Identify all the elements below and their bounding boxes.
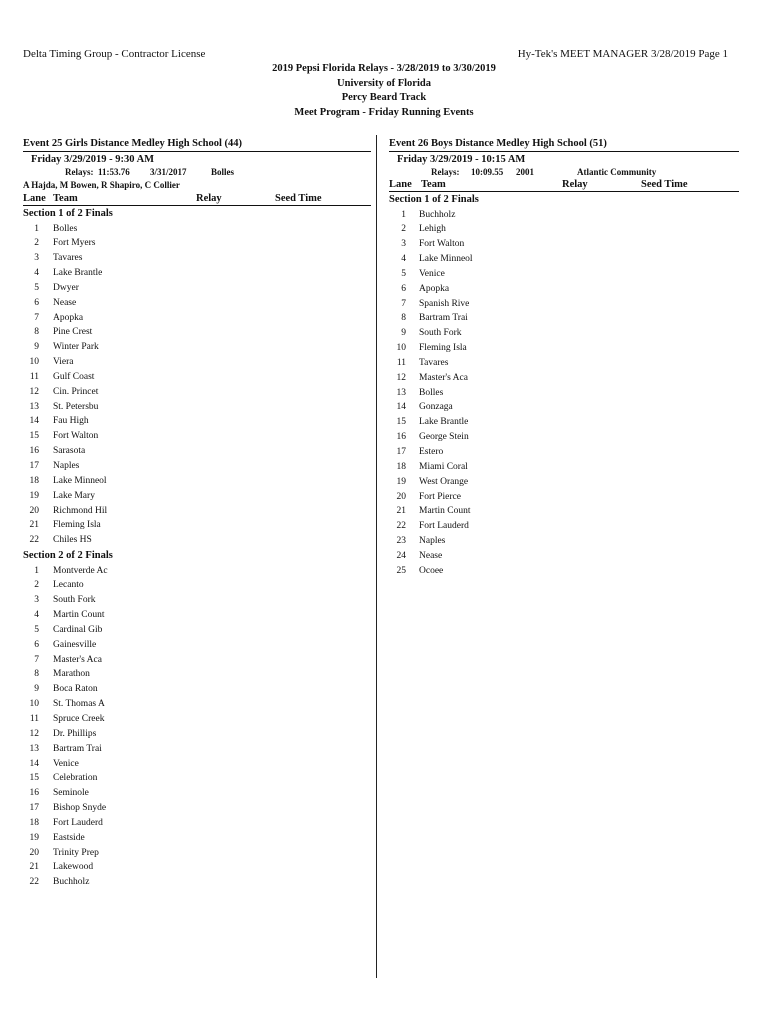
entry-lane: 6 [34,297,39,308]
entry-lane: 21 [29,520,39,531]
entry-lane: 18 [29,817,39,828]
record-date: 2001 [516,167,534,177]
entry-team: Bolles [53,223,78,234]
entry-team: Lake Minneol [53,475,107,486]
event-day: Friday 3/29/2019 - 10:15 AM [397,154,526,165]
entry-team: Lakewood [53,862,94,873]
entry-row [389,237,739,252]
entry-team: Venice [53,758,79,769]
entry-row [23,593,371,608]
entry-team: Martin Count [53,610,105,621]
entry-row [389,534,739,549]
entry-team: Bartram Trai [419,313,468,324]
entry-lane: 4 [34,268,39,279]
entry-team: Montverde Ac [53,565,108,576]
event-25 [23,136,371,890]
entry-lane: 16 [29,788,39,799]
col-seed-time: Seed Time [641,179,688,190]
entry-lane: 9 [401,328,406,339]
entry-team: Master's Aca [53,654,102,665]
entry-lane: 8 [34,669,39,680]
entry-lane: 10 [29,357,39,368]
entry-row [23,771,371,786]
entry-lane: 19 [396,476,406,487]
entry-lane: 3 [401,239,406,250]
entry-lane: 6 [401,283,406,294]
record-time: 11:53.76 [98,167,130,177]
entry-lane: 20 [396,491,406,502]
entry-lane: 20 [29,505,39,516]
section-2-list [23,564,371,891]
entry-row [23,444,371,459]
entry-row [389,564,739,579]
entry-team: Fort Lauderd [419,521,469,532]
entry-lane: 5 [34,624,39,635]
entry-team: Fau High [53,416,89,427]
entry-lane: 17 [29,803,39,814]
entry-lane: 11 [396,357,406,368]
section-heading: Section 1 of 2 Finals [389,194,479,205]
entry-lane: 3 [34,253,39,264]
entry-team: Pine Crest [53,327,93,338]
section-heading: Section 1 of 2 Finals [23,208,113,219]
entry-lane: 16 [396,432,406,443]
entry-lane: 12 [29,728,39,739]
entry-row [23,414,371,429]
entry-lane: 22 [29,535,39,546]
entry-row [389,504,739,519]
meet-program-title: Meet Program - Friday Running Events [294,106,474,118]
entry-lane: 24 [396,550,406,561]
entry-lane: 5 [401,268,406,279]
entry-lane: 14 [396,402,406,413]
entry-lane: 2 [401,224,406,235]
entry-row [389,341,739,356]
entry-team: Fort Walton [53,431,99,442]
entry-row [23,533,371,548]
entry-team: Lehigh [419,224,446,235]
event-title: Event 25 Girls Distance Medley High School (44) [23,138,243,149]
entry-row [389,460,739,475]
col-relay: Relay [196,193,222,204]
entry-team: Cardinal Gib [53,624,103,635]
header-license: Delta Timing Group - Contractor License [23,48,206,60]
entry-lane: 4 [401,254,406,265]
entry-row [23,875,371,890]
entry-lane: 2 [34,238,39,249]
entry-row [23,474,371,489]
entry-lane: 6 [34,639,39,650]
entry-row [23,786,371,801]
entry-lane: 7 [34,654,39,665]
entry-row [23,816,371,831]
col-team: Team [53,193,78,204]
entry-lane: 14 [29,416,39,427]
entry-team: Lake Brantle [53,268,103,279]
record-time: 10:09.55 [471,167,504,177]
entry-row [23,281,371,296]
entry-lane: 8 [34,327,39,338]
meet-title-block [0,62,768,120]
entry-row [23,860,371,875]
entry-team: Marathon [53,669,90,680]
entry-team: Lecanto [53,580,84,591]
entry-team: Cin. Princet [53,386,99,397]
entry-lane: 16 [29,446,39,457]
entry-lane: 5 [34,282,39,293]
entry-lane: 11 [29,371,39,382]
entry-lane: 2 [34,580,39,591]
entry-lane: 7 [401,298,406,309]
entry-team: Sarasota [53,446,86,457]
entry-team: Gonzaga [419,402,453,413]
entry-team: Apopka [419,283,450,294]
entry-team: Dr. Phillips [53,728,97,739]
entry-row [389,371,739,386]
meet-venue: University of Florida [337,77,431,89]
entry-team: Nease [53,297,77,308]
entry-team: South Fork [419,328,462,339]
entry-lane: 10 [29,699,39,710]
entry-row [23,429,371,444]
col-lane: Lane [389,179,412,190]
entry-lane: 13 [29,401,39,412]
entry-lane: 12 [29,386,39,397]
entry-team: Bartram Trai [53,743,102,754]
entry-row [23,489,371,504]
entry-team: Fort Myers [53,238,96,249]
record-team: Atlantic Community [577,167,657,177]
entry-lane: 10 [396,343,406,354]
entry-row [23,504,371,519]
entry-row [389,386,739,401]
entry-team: Venice [419,268,445,279]
entry-lane: 11 [29,714,39,724]
entry-team: Tavares [419,357,449,368]
entry-team: Chiles HS [53,535,92,546]
entry-lane: 20 [29,847,39,858]
entry-lane: 18 [29,475,39,486]
entry-team: Fort Lauderd [53,817,103,828]
record-team: Bolles [211,167,235,177]
entry-team: Martin Count [419,506,471,517]
record-label: Relays: [431,167,460,177]
entry-team: Lake Minneol [419,254,473,265]
entry-row [23,311,371,326]
entry-row [23,564,371,579]
record-date: 3/31/2017 [150,167,187,177]
entry-lane: 1 [34,565,39,576]
entry-row [23,638,371,653]
event-record [23,166,371,179]
meet-track: Percy Beard Track [341,92,427,103]
entry-row [389,222,739,237]
entry-team: Richmond Hil [53,505,108,516]
entry-row [23,712,371,727]
col-lane: Lane [23,193,46,204]
col-team: Team [421,179,446,190]
entry-team: South Fork [53,595,96,606]
entry-row [389,430,739,445]
entry-team: Gainesville [53,639,97,650]
event-26 [389,136,739,579]
entry-team: Seminole [53,788,89,799]
entry-lane: 25 [396,565,406,576]
entry-team: Buchholz [53,877,90,888]
section-1-list [389,208,739,579]
event-record [389,166,739,179]
entry-row [23,667,371,682]
entry-row [23,251,371,266]
entry-team: Fleming Isla [53,520,101,531]
entry-lane: 22 [396,521,406,532]
entry-row [23,697,371,712]
entry-row [389,519,739,534]
entry-row [23,742,371,757]
entry-lane: 22 [29,877,39,888]
entry-team: Miami Coral [419,461,468,472]
column-headers [389,179,739,191]
entry-row [389,282,739,297]
entry-row [23,682,371,697]
meet-title: 2019 Pepsi Florida Relays - 3/28/2019 to 3/30/2019 [272,63,496,74]
entry-lane: 12 [396,372,406,383]
entry-row [389,549,739,564]
entry-lane: 15 [396,417,406,428]
entry-row [389,475,739,490]
column-divider [376,135,377,978]
entry-lane: 9 [34,342,39,353]
entry-lane: 19 [29,490,39,501]
entry-team: Trinity Prep [53,847,99,858]
entry-lane: 8 [401,313,406,324]
entry-row [23,801,371,816]
entry-team: St. Petersbu [53,401,99,412]
entry-row [23,222,371,237]
entry-team: Spruce Creek [53,714,105,724]
entry-row [23,236,371,251]
col-seed-time: Seed Time [275,193,322,204]
entry-team: Viera [53,357,74,368]
entry-team: Ocoee [419,565,444,576]
entry-lane: 13 [396,387,406,398]
entry-lane: 3 [34,595,39,606]
entry-row [23,846,371,861]
entry-team: Celebration [53,773,98,784]
entry-row [389,311,739,326]
entry-row [389,252,739,267]
event-title: Event 26 Boys Distance Medley High School (51) [389,138,607,149]
entry-row [389,356,739,371]
entry-team: Fleming Isla [419,343,467,354]
entry-lane: 21 [29,862,39,873]
entry-lane: 21 [396,506,406,517]
entry-team: Fort Pierce [419,491,461,502]
entry-row [389,326,739,341]
entry-lane: 17 [396,447,406,457]
entry-row [23,459,371,474]
entry-team: George Stein [419,432,469,443]
entry-team: Naples [419,536,446,547]
entry-row [23,370,371,385]
entry-lane: 4 [34,610,39,621]
entry-row [23,623,371,638]
col-relay: Relay [562,179,588,190]
entry-row [23,608,371,623]
entry-team: Estero [419,447,444,457]
entry-team: Apopka [53,312,84,323]
entry-team: Lake Brantle [419,417,469,428]
entry-row [23,757,371,772]
entry-row [389,445,739,460]
entry-team: West Orange [419,476,469,487]
entry-team: Lake Mary [53,490,95,501]
entry-row [23,578,371,593]
record-names: A Hajda, M Bowen, R Shapiro, C Collier [23,180,180,190]
entry-team: Spanish Rive [419,298,470,309]
entry-row [23,385,371,400]
entry-team: St. Thomas A [53,699,105,710]
entry-team: Bishop Snyde [53,803,107,814]
entry-team: Dwyer [53,282,79,293]
entry-row [389,400,739,415]
entry-lane: 19 [29,832,39,843]
entry-lane: 7 [34,312,39,323]
entry-lane: 1 [34,223,39,234]
entry-lane: 13 [29,743,39,754]
section-heading: Section 2 of 2 Finals [23,550,113,562]
entry-lane: 18 [396,461,406,472]
entry-row [389,208,739,223]
entry-row [23,355,371,370]
entry-row [389,297,739,312]
entry-team: Gulf Coast [53,371,95,382]
entry-lane: 14 [29,758,39,769]
entry-row [23,518,371,533]
header-software-page: Hy-Tek's MEET MANAGER 3/28/2019 Page 1 [517,48,728,60]
entry-lane: 23 [396,536,406,547]
entry-row [23,325,371,340]
entry-lane: 15 [29,773,39,784]
entry-lane: 15 [29,431,39,442]
entry-row [389,415,739,430]
entry-row [23,266,371,281]
entry-row [23,727,371,742]
entry-team: Winter Park [53,342,99,353]
event-day: Friday 3/29/2019 - 9:30 AM [31,154,155,165]
entry-row [23,400,371,415]
entry-lane: 1 [401,209,406,220]
entry-row [23,831,371,846]
entry-team: Nease [419,550,443,561]
record-label: Relays: [65,167,94,177]
entry-row [389,490,739,505]
entry-row [389,267,739,282]
entry-team: Fort Walton [419,239,465,250]
entry-team: Boca Raton [53,684,98,695]
column-headers [23,193,371,205]
entry-team: Naples [53,461,80,471]
entry-team: Master's Aca [419,372,468,383]
entry-row [23,340,371,355]
entry-team: Buchholz [419,209,456,220]
entry-row [23,296,371,311]
entry-team: Bolles [419,387,444,398]
entry-lane: 17 [29,461,39,471]
entry-team: Tavares [53,253,83,264]
entry-lane: 9 [34,684,39,695]
section-1-list [23,222,371,549]
entry-team: Eastside [53,832,85,843]
entry-row [23,653,371,668]
